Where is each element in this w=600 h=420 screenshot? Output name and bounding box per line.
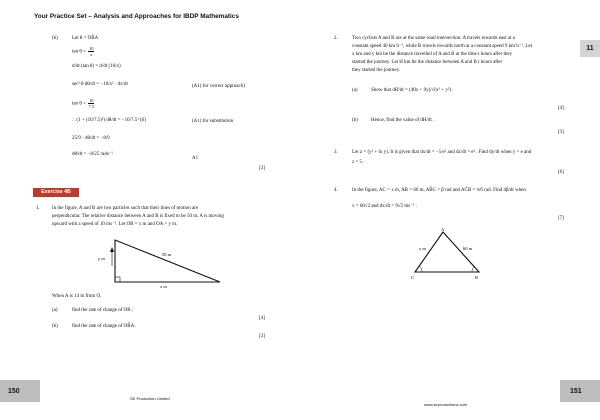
q3-number: 3. — [334, 150, 338, 155]
q4-number: 4. — [334, 188, 338, 193]
qb-text: find the rate of change of OB̂A . — [72, 324, 137, 329]
right-footer-text: www.seproductions.com — [424, 402, 468, 407]
qb-label: (b) — [52, 324, 58, 329]
fig1-label-50: 50 m — [162, 252, 172, 257]
figure-2-triangle — [395, 226, 505, 280]
q4-mark: [7] — [558, 216, 564, 221]
q2b-label: (b) — [352, 118, 358, 123]
left-footer-text: SE Production Limited — [130, 396, 170, 401]
qb-mark: [3] — [259, 334, 265, 339]
tan-equation: tan θ = $\frac{10}{x}$ — [72, 46, 94, 57]
part-b-label: (b) — [52, 36, 58, 41]
result-line-2: dθ/dt = −8/25 rads⁻¹ — [72, 152, 113, 157]
fig1-label-y: y m — [98, 256, 105, 261]
right-page-number: 151 — [570, 388, 582, 395]
q2b-text: Hence, find the value of dH/dt . — [371, 118, 435, 123]
q3-mark: [6] — [558, 170, 564, 175]
q4-text-line-2: x = 60√2 and dx/dt = 9√2 ms⁻¹ . — [352, 204, 417, 209]
tan-equation-2: tan θ = $\frac{10}{7.5}$ — [72, 98, 95, 109]
qa-mark: [4] — [259, 316, 265, 321]
note-a1: A1 — [192, 156, 199, 161]
q1-text-line-2: perpendicular. The relative distance between A and B is fixed to be 50 m. A is moving — [52, 214, 224, 219]
q1-text-line-3: upward with a speed of 10 ms⁻¹. Let OB = x m and OA = y m. — [52, 222, 178, 227]
q3-text-line-1: Let z = (y² + ln y). It is given that dx/dt = −5/e² and dz/dt = e² . Find dy/dt when y = e and — [352, 150, 532, 155]
fig2-label-x: x m — [419, 246, 426, 251]
qa-label: (a) — [52, 308, 58, 313]
let-line: Let θ = OB̂A — [72, 36, 99, 41]
mark-3-left: [3] — [259, 166, 265, 171]
fig2-label-60: 60 m — [463, 246, 473, 251]
substitution-line: ∴ (1 + (10/7.5)²) dθ/dt = −10/7.5² (6) — [72, 118, 146, 123]
q2-text-line-5: they started the journey. — [352, 68, 400, 73]
q1-text-line-1: In the figure, A and B are two particles such that their lines of motion are — [52, 206, 199, 211]
figure-1-right-triangle — [90, 236, 230, 288]
q2a-text: Show that dH/dt = (40x + 9y)/√(x² + y²) . — [371, 88, 454, 93]
chapter-tab — [580, 40, 600, 57]
note-substitution: (A1) for substitution — [192, 119, 234, 124]
q2b-mark: [3] — [558, 130, 564, 135]
q2-text-line-4: started the journey. Let H km be the distance between A and B t hours after — [352, 60, 503, 65]
q2-text-line-2: constant speed 40 km h⁻¹, while B travels towards north at a constant speed 9 km h⁻¹. Let — [352, 44, 533, 49]
page-header-title: Your Practice Set – Analysis and Approaches for IBDP Mathematics — [34, 13, 239, 20]
note-correct-approach: (A1) for correct approach) — [192, 84, 245, 89]
derivative-line: d/dt (tan θ) = d/dt (10/x) — [72, 64, 121, 69]
q1-number: 1. — [36, 206, 40, 211]
q2-text-line-1: Two cyclists A and B are at the same road intersection. A travels towards east at a — [352, 36, 515, 41]
q3-text-line-2: z = 5 . — [352, 160, 365, 165]
q2a-mark: [4] — [558, 106, 564, 111]
sec-line: sec² θ dθ/dt = −10/x² · dx/dt — [72, 82, 128, 87]
q2-text-line-3: x km and y km be the distance travelled of A and B at the time t hours after they — [352, 52, 513, 57]
result-line-1: 25/9 · dθ/dt = −8/9 — [72, 136, 110, 141]
q4-text-line-1: In the figure, AC = x m, AB = 60 m, AB̂C = β rad and AĈB = π/6 rad. Find dβ/dt when — [352, 188, 526, 193]
fig2-label-b: B — [475, 275, 479, 280]
fig2-label-a: A — [441, 227, 445, 232]
chapter-tab-number: 11 — [586, 45, 594, 52]
fig2-label-c: C — [411, 275, 415, 280]
left-footer-bar — [0, 380, 40, 402]
q2-number: 2. — [334, 36, 338, 41]
qa-text: find the rate of change of OB ; — [72, 308, 134, 313]
left-page-number: 150 — [8, 388, 20, 395]
q2a-label: (a) — [352, 88, 358, 93]
when-line: When A is 14 m from O, — [52, 294, 102, 299]
exercise-badge: Exercise 4B — [33, 188, 79, 197]
fig1-label-x: x m — [160, 284, 167, 288]
